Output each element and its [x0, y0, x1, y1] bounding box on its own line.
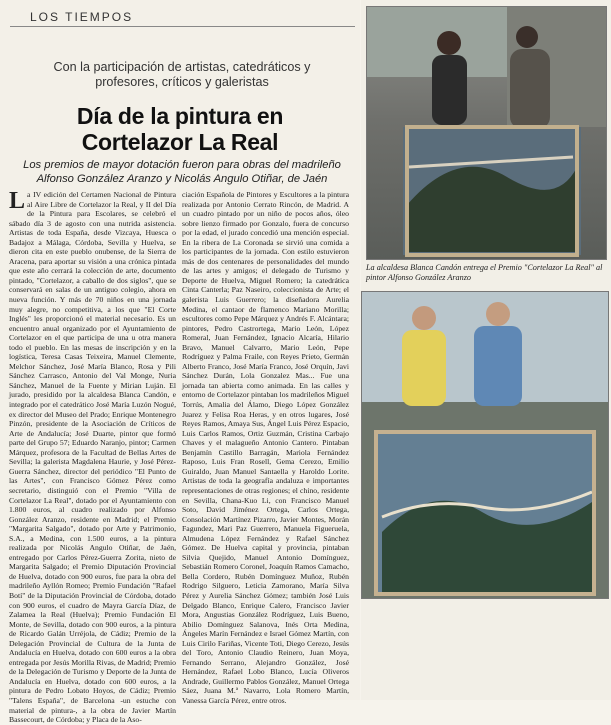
article-body-column-2: [182, 190, 349, 706]
section-divider: [10, 26, 355, 27]
article-body-column-1: [9, 190, 176, 725]
photo-caption: La alcaldesa Blanca Candón entrega el Premio "Cortelazor La Real" al pintor Alfonso González Aranzo: [366, 263, 603, 282]
artists-with-painting-photo: [361, 291, 609, 599]
drop-cap: L: [9, 188, 26, 214]
section-title: LOS TIEMPOS: [30, 10, 134, 24]
body-text-col1: a IV edición del Certamen Nacional de Pintura al Aire Libre de Cortelazor la Real, y II del Día de la Pintura para Escolares, se celebró el sábado día 3 de agosto con una nutrida asistencia. Artistas de toda España, desde Vizcaya, Huesca o Badajoz a Málaga, Córdoba, Sevilla y Huelva, se dieron cita en este pueblo onubense, de la Sierra de Aracena, para aportar su visión a una crónica pintada que este año cerrará la colección de arte, documento pintado, "Cortelazor, a caballo de dos siglos", que se conservará en salas de un antiguo colegio, ahora en nueva función. Y más de 70 niños en una jornada muy alegre, no competitiva, a los que "El Corte Inglés" les proporcionó el material necesario. Es un encuentro anual organizado por el Ayuntamiento de Cortelazor en el que participa de una u otra manera todo el pueblo. En las mesas de inscripción y en la logística, Teresa Casas Teixeira, Manuel Clemente, Melchor Sánchez, José María Blanco, Rosa y Pili Sánchez Carrasco, Antonio del Val Monge, Nuria Sánchez, Manuel de la Fuente y Mirian Luján. El jurado, presidido por la alcaldesa Blanca Candón, e integrado por el catedrático José María Luzón Nogué, ex director del Museo del Prado; Enrique Montenegro Pinzón, presidente de la Asociación de Críticos de Arte de Andalucía; José Duarte, pintor que formó parte del Grupo 57; Eduardo Naranjo, pintor; Carmen Márquez, profesora de la Facultad de Bellas Artes de Sevilla; la galerista Magdalena Haurie, y José Pérez-Guerra Sánchez, director del periódico "El Punto de las Artes", con Francisco Gómez Pérez como secretario, distinguió con el Premio "Villa de Cortelazor La Real", dotado por el Ayuntamiento con 1.800 euros, al cuadro realizado por Alfonso González Aranzo, residente en Madrid; el Premio "Margarita Salgado", dotado por Arte y Patrimonio, S.A., a Medina, con 1.500 euros, a la pintura realizada por Nicolás Angulo Otiñar, de Jaén, entregado por Carlos Pérez-Guerra Zorita, nieto de Margarita Salgado; el Premio Diputación Provincial de Huelva, dotado con 900 euros, fue para la obra del madrileño Ayllón Romeo; Premio Fundación "Rafael Botí" de la Diputación Provincial de Córdoba, dotado con 900 euros, el cuadro de Mayra García Díaz, de Zalamea la Real (Huelva); Premio Fundación El Monte, de Sevilla, dotado con 900 euros, a la pintura de Ricardo Galán Urréjola, de Cádiz; Premio de la Delegación Provincial de Cultura de la Junta de Andalucía en Huelva, dotado con 600 euros a la obra entregada por Jesús Morilla Rivas, de Madrid; Premio de la Delegación de Turismo y Deporte de la Junta de Andalucía en Huelva, dotado con 600 euros, a la pintura de Pedro Lobato Hoyos, de Cádiz; Premio "Talens España", de Barcelona -un estuche con material de pintura-, a la obra de Javier Martín Bassecourt, de Córdoba; y Placa de la Aso-: [9, 190, 176, 725]
article-headline: Día de la pintura en Cortelazor La Real: [76, 103, 284, 155]
article-subheadline: Los premios de mayor dotación fueron para obras del madrileño Alfonso González Aranzo y Nicolás Angulo Otiñar, de Jaén: [23, 159, 341, 185]
body-text-col2: ciación Española de Pintores y Escultores a la pintura realizada por Antonio Cerrato Rincón, de Madrid. A un cuadro pintado por un niño de pocos años, óleo sobre lienzo firmado por Gonzalo, fuera de concurso por la edad, el jurado concedió una mención especial. En la ribera de La Coronada se sirvió una comida a los participantes de la jornada. Con estilo estuvieron más de dos centenares de personalidades del mundo de las artes y amigos; el delegado de Turismo y Deporte de Huelva, Miguel Romero; la catedrática Cinta Canterla; Paz Naseiro, coleccionista de Arte; el galerista Luis Guerrero; la diseñadora Aurelia Medina, el cantaor de flamenco Mariano Morilla; escultores como Pepe Márquez y Andrés F. Alcántara; pintores, Pedro Castrortega, Mario León, López Romeral, Juan Fernández, Ignacio Alcaría, Hilario Bravo, Manuel Calvarro, Mario León, Pepe Rodríguez y Palma Fraile, con Reyes Prieto, Germán Alberto Franco, José María Franco, José Orquín, Javi Sánchez Durán, Lola Gonzalez Mas... Fue una jornada tan abierta como animada. En las calles y entorno de Cortelazor pintaban los madrileños Miguel Torrús, Amalia del Álamo, Diego López González Juarez y Felisa Roa Heras, y en otros lugares, José Reyes Ramos, Amaya Sus, Ángel Luis Pérez Espacio, Luis Carlos Ramos, Ortiz Guzmán, Cristina Carbajo Chaves y el malagueño Antonio Cantero. Pintaban Benjamín Castillo Barragán, Mariola Fernández Raposo, Luis Fran Rosell, Gema Cerezo, Emilio Guiraldo, Juan Manuel Santaella y Haroldo Lorite. Artistas de toda la geografía andaluza e importantes representaciones de otras regiones; el chino, residente en Sevilla, Chana-Kuo Li, con Francisco Manuel Soto, David Jiménez Ortega, Carlos Ortega, Consolación Martínez Pizarro, Javier Montes, Morán Fagundez, Mari Paz Guerrero, Manuela Figueruela, Almudena López Fernández y Rafael Sánchez Gómez. De Huelva capital y provincia, pintaban Silvia Quejido, Manuel Antonio Domínguez, Sebastián Romero Coronel, Joaquín Ramos Camacho, Bella Cordero, Rubén Domínguez Muñoz, Rubén Rodrigo Silguero, Leticia Zamorano, María Silva Pérez y Aurelia Sánchez Gómez; también José Luis Delgado Blanco, Enrique Calero, Francisco Javier Mora, Angustias González Rodríguez, Luis Bueno, Abilio Domínguez Salanova, Inés Orta Medina, Ángeles Marín Fernández e Israel Gómez Martín, con Luis Cirilo Fariñas, Vicente Toti, Diego Cerezo, Jesús del Toro, Antonio Claudio Reinero, Juan Moya, Fernando Serrano, Alejandro González, José Hernández, Rafael Lobo Blanco, Lucía Oliveros Andrade, Guillermo Pablos González, Manuel Ortega Sáez, Juana M.ª Navarro, Lola Romero Martín, Vanessa García Pérez, entre otros.: [182, 190, 349, 705]
article-kicker: Con la participación de artistas, catedráticos y profesores, críticos y galeristas: [53, 60, 311, 89]
award-ceremony-photo: [366, 6, 607, 260]
